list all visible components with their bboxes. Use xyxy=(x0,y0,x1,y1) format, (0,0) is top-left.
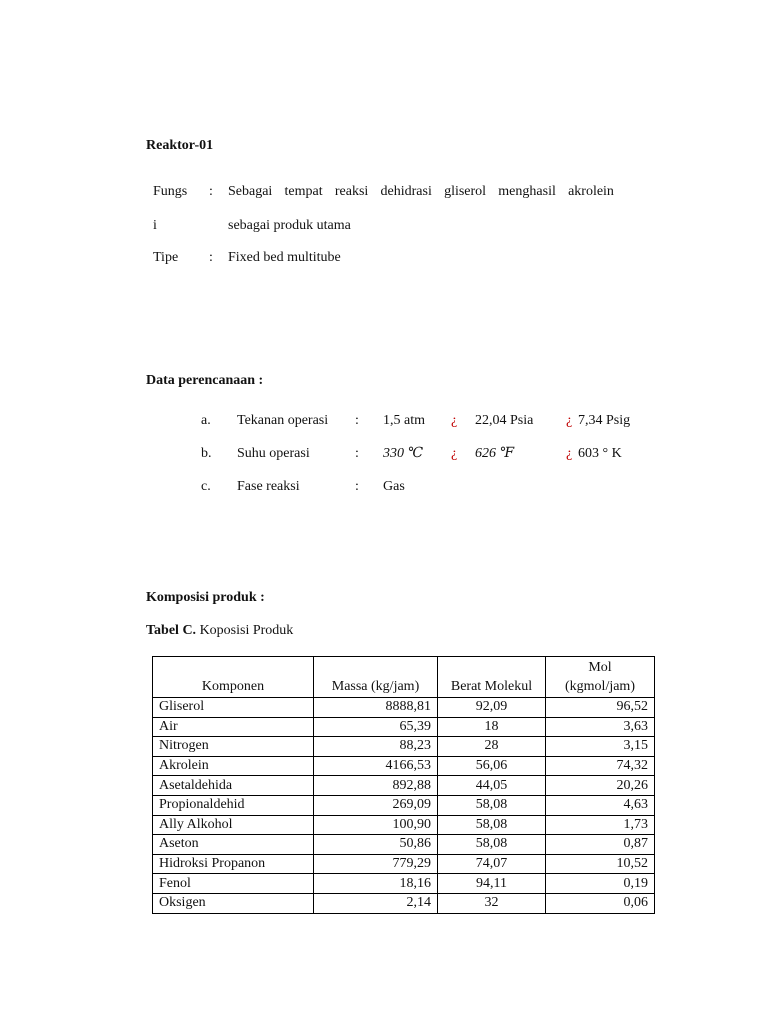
cell-bm: 28 xyxy=(438,737,546,757)
cell-komponen: Air xyxy=(153,717,314,737)
separator-glyph: ¿ xyxy=(566,413,573,428)
cell-mol: 96,52 xyxy=(546,698,655,718)
cell-massa: 100,90 xyxy=(314,815,438,835)
separator-glyph: ¿ xyxy=(451,446,458,461)
table-row xyxy=(153,698,655,718)
cell-mol: 0,19 xyxy=(546,874,655,894)
table-row xyxy=(153,717,655,737)
table-caption-text: Koposisi Produk xyxy=(196,623,294,638)
item-label-fase: Fase reaksi xyxy=(237,479,300,494)
table-row xyxy=(153,737,655,757)
table-row xyxy=(153,854,655,874)
header-mol-line2: (kgmol/jam) xyxy=(565,679,635,694)
item-letter: b. xyxy=(201,446,212,461)
table-row xyxy=(153,756,655,776)
item-value-fahrenheit: 626 ℉ xyxy=(475,446,515,461)
tipe-colon: : xyxy=(209,250,213,265)
header-massa: Massa (kg/jam) xyxy=(314,657,438,698)
cell-massa: 4166,53 xyxy=(314,756,438,776)
cell-komponen: Oksigen xyxy=(153,893,314,913)
header-mol xyxy=(546,657,655,698)
cell-mol: 0,87 xyxy=(546,835,655,855)
table-caption xyxy=(146,623,293,639)
cell-massa: 269,09 xyxy=(314,795,438,815)
tipe-value: Fixed bed multitube xyxy=(228,250,341,265)
cell-mol: 20,26 xyxy=(546,776,655,796)
cell-komponen: Fenol xyxy=(153,874,314,894)
cell-mol: 74,32 xyxy=(546,756,655,776)
cell-komponen: Nitrogen xyxy=(153,737,314,757)
fungsi-word: tempat xyxy=(284,184,323,199)
separator-glyph: ¿ xyxy=(566,446,573,461)
cell-mol: 1,73 xyxy=(546,815,655,835)
item-colon: : xyxy=(355,413,359,428)
cell-massa: 2,14 xyxy=(314,893,438,913)
item-letter: a. xyxy=(201,413,211,428)
section-title-komposisi: Komposisi produk : xyxy=(146,590,265,605)
cell-bm: 94,11 xyxy=(438,874,546,894)
header-komponen: Komponen xyxy=(153,657,314,698)
fungsi-value-line2: sebagai produk utama xyxy=(228,218,351,233)
cell-bm: 58,08 xyxy=(438,815,546,835)
item-label-tekanan: Tekanan operasi xyxy=(237,413,329,428)
separator-glyph: ¿ xyxy=(451,413,458,428)
table-row xyxy=(153,776,655,796)
cell-komponen: Hidroksi Propanon xyxy=(153,854,314,874)
fungsi-value-line1 xyxy=(228,184,614,200)
fungsi-word: gliserol xyxy=(444,184,487,199)
table-header-row xyxy=(153,657,655,698)
item-value-psig: 7,34 Psig xyxy=(578,413,631,428)
cell-bm: 58,08 xyxy=(438,835,546,855)
item-colon: : xyxy=(355,479,359,494)
fungsi-colon: : xyxy=(209,184,213,199)
item-value-gas: Gas xyxy=(383,479,405,494)
cell-bm: 74,07 xyxy=(438,854,546,874)
table-caption-label: Tabel C. xyxy=(146,623,197,638)
fungsi-word: akrolein xyxy=(568,184,614,199)
cell-komponen: Akrolein xyxy=(153,756,314,776)
cell-bm: 18 xyxy=(438,717,546,737)
cell-bm: 56,06 xyxy=(438,756,546,776)
fungsi-word: Sebagai xyxy=(228,184,273,199)
cell-komponen: Gliserol xyxy=(153,698,314,718)
section-title-reaktor: Reaktor-01 xyxy=(146,138,214,153)
fungsi-label: Fungs xyxy=(153,184,188,199)
item-colon: : xyxy=(355,446,359,461)
cell-komponen: Propionaldehid xyxy=(153,795,314,815)
cell-massa: 779,29 xyxy=(314,854,438,874)
item-value-celsius: 330 ℃ xyxy=(383,446,424,461)
cell-bm: 32 xyxy=(438,893,546,913)
item-value-kelvin: 603 ° K xyxy=(578,446,622,461)
table-row xyxy=(153,835,655,855)
item-letter: c. xyxy=(201,479,211,494)
table-row xyxy=(153,874,655,894)
fungsi-label-wrap: i xyxy=(153,218,157,233)
cell-massa: 18,16 xyxy=(314,874,438,894)
cell-bm: 92,09 xyxy=(438,698,546,718)
cell-massa: 65,39 xyxy=(314,717,438,737)
cell-massa: 8888,81 xyxy=(314,698,438,718)
table-row xyxy=(153,815,655,835)
cell-komponen: Ally Alkohol xyxy=(153,815,314,835)
cell-bm: 44,05 xyxy=(438,776,546,796)
tipe-label: Tipe xyxy=(153,250,179,265)
cell-massa: 88,23 xyxy=(314,737,438,757)
table-row xyxy=(153,795,655,815)
section-title-data-perencanaan: Data perencanaan : xyxy=(146,373,264,388)
cell-komponen: Aseton xyxy=(153,835,314,855)
cell-massa: 892,88 xyxy=(314,776,438,796)
cell-mol: 3,63 xyxy=(546,717,655,737)
header-mol-line1: Mol xyxy=(588,660,612,675)
cell-komponen: Asetaldehida xyxy=(153,776,314,796)
fungsi-word: menghasil xyxy=(498,184,556,199)
header-berat-molekul: Berat Molekul xyxy=(438,657,546,698)
item-value-atm: 1,5 atm xyxy=(383,413,425,428)
fungsi-word: dehidrasi xyxy=(380,184,432,199)
cell-mol: 10,52 xyxy=(546,854,655,874)
cell-bm: 58,08 xyxy=(438,795,546,815)
cell-massa: 50,86 xyxy=(314,835,438,855)
cell-mol: 4,63 xyxy=(546,795,655,815)
cell-mol: 0,06 xyxy=(546,893,655,913)
cell-mol: 3,15 xyxy=(546,737,655,757)
product-composition-table xyxy=(152,656,655,914)
item-label-suhu: Suhu operasi xyxy=(237,446,310,461)
fungsi-word: reaksi xyxy=(334,184,369,199)
item-value-psia: 22,04 Psia xyxy=(475,413,534,428)
table-row xyxy=(153,893,655,913)
